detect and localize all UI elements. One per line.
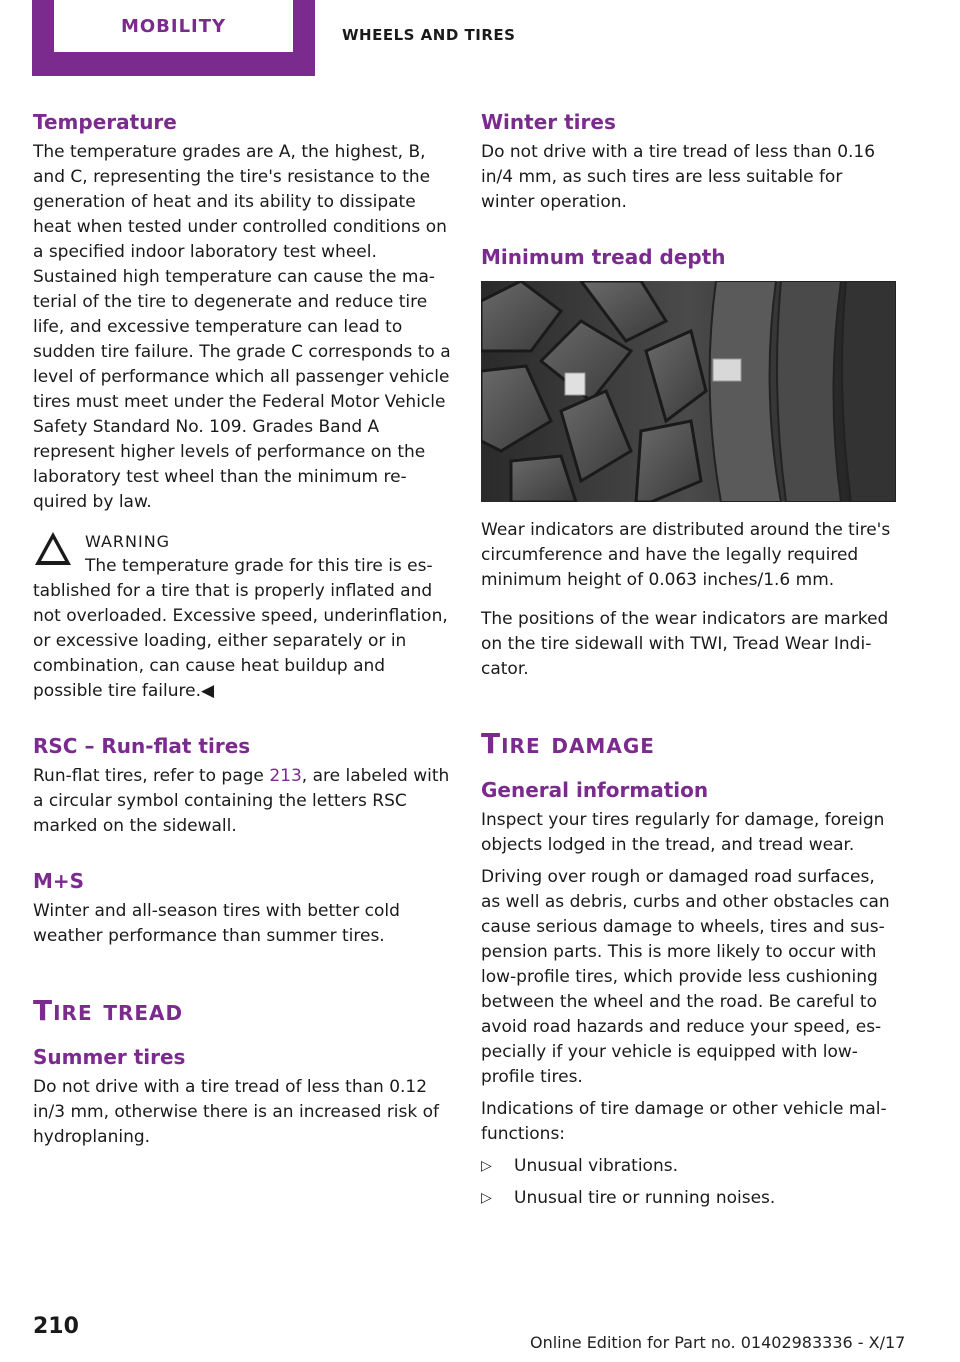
- rsc-heading: RSC – Run-flat tires: [33, 734, 251, 758]
- ms-heading: M+S: [33, 869, 85, 893]
- list-item: [481, 1154, 899, 1179]
- temperature-paragraph: The temperature grades are A, the highest, B, and C, representing the tire's resistance to the generation of heat and its ability to dissipate heat when tested under controlled conditions on a specified indoor laboratory test wheel. Sustained high temperature can cause the material of the tire to degenerate and reduce tire life, and excessive temperature can lead to sudden tire failure. The grade C corresponds to a level of performance which all passenger vehicle tires must meet under the Federal Motor Vehicle Safety Standard No. 109. Grades Band A represent higher levels of performance on the laboratory test wheel than the minimum required by law.: [33, 142, 451, 512]
- triangle-bullet-icon: ▷: [481, 1190, 492, 1206]
- wear-indicator-paragraph-1: Wear indicators are distributed around the tire's circumference and have the legally required minimum height of 0.063 inches/1.6 mm.: [481, 520, 891, 590]
- list-item-text: Unusual vibrations.: [514, 1156, 678, 1176]
- section-title: WHEELS AND TIRES: [342, 26, 516, 44]
- summer-tires-paragraph: Do not drive with a tire tread of less than 0.12 in/3 mm, otherwise there is an increased risk of hydroplaning.: [33, 1077, 440, 1147]
- warning-block: [33, 529, 453, 704]
- page-number: 210: [33, 1314, 79, 1339]
- tire-damage-heading: Tire damage: [481, 727, 655, 760]
- indications-list: [481, 1154, 899, 1211]
- general-paragraph-2: Driving over rough or damaged road surfaces, as well as debris, curbs and other obstacles can cause serious damage to wheels, tires and suspension parts. This is more likely to occur with low-profile tires, which provide less cushioning between the wheel and the road. Be careful to avoid road hazards and reduce your speed, especially if your vehicle is equipped with low-profile tires.: [481, 867, 890, 1087]
- triangle-bullet-icon: ▷: [481, 1158, 492, 1174]
- warning-text: The temperature grade for this tire is established for a tire that is properly inflated and not overloaded. Excessive speed, underinflation, or excessive loading, either separately or in combination, can cause heat buildup and possible tire failure.◀: [33, 556, 448, 701]
- general-paragraph-1: Inspect your tires regularly for damage, foreign objects lodged in the tread, and tread wear.: [481, 810, 885, 855]
- edition-footer: Online Edition for Part no. 01402983336 - X/17: [530, 1333, 906, 1352]
- summer-tires-heading: Summer tires: [33, 1045, 186, 1069]
- mobility-tab[interactable]: [32, 0, 315, 76]
- general-information-heading: General information: [481, 778, 709, 802]
- rsc-text-before: Run-flat tires, refer to page: [33, 766, 270, 786]
- mobility-tab-label: MOBILITY: [54, 0, 293, 52]
- ms-paragraph: Winter and all-season tires with better cold weather performance than summer tires.: [33, 901, 400, 946]
- list-item-text: Unusual tire or running noises.: [514, 1188, 776, 1208]
- winter-tires-heading: Winter tires: [481, 110, 616, 134]
- left-column: [33, 108, 453, 1150]
- rsc-paragraph: [33, 764, 453, 839]
- temperature-heading: Temperature: [33, 110, 177, 134]
- tire-tread-illustration: [481, 281, 896, 502]
- winter-tires-paragraph: Do not drive with a tire tread of less than 0.16 in/4 mm, as such tires are less suitable for winter operation.: [481, 142, 876, 212]
- wear-indicator-paragraph-2: The positions of the wear indicators are marked on the tire sidewall with TWI, Tread Wear Indicator.: [481, 609, 889, 679]
- warning-icon: [33, 529, 73, 569]
- warning-label: WARNING: [85, 532, 171, 551]
- general-paragraph-3: Indications of tire damage or other vehicle malfunctions:: [481, 1099, 887, 1144]
- page-213-link[interactable]: 213: [269, 766, 302, 786]
- minimum-tread-heading: Minimum tread depth: [481, 245, 726, 269]
- right-column: [481, 108, 899, 1218]
- rsc-text-after: , are labeled with a circular symbol containing the letters RSC marked on the sidewall.: [33, 766, 450, 836]
- list-item: [481, 1186, 899, 1211]
- tire-tread-heading: Tire tread: [33, 994, 184, 1027]
